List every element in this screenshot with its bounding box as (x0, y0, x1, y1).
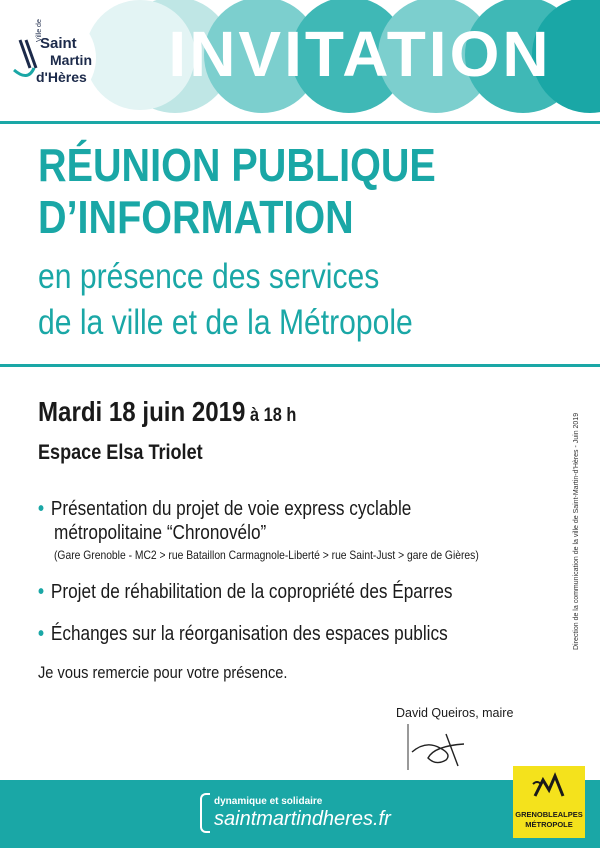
logo-prefix: Ville de (36, 19, 43, 42)
bullet-icon: • (38, 498, 45, 520)
subheading-line2: de la ville et de la Métropole (38, 303, 413, 342)
logo-saint: Saint (40, 35, 77, 52)
agenda-item-3-text: Échanges sur la réorganisation des espaces publics (50, 623, 448, 645)
heading-line2: D’INFORMATION (38, 191, 354, 243)
event-date-line (38, 396, 296, 428)
middle-divider (0, 364, 600, 367)
city-logo (0, 10, 102, 106)
footer-website-link[interactable]: saintmartindheres.fr (214, 808, 391, 830)
event-time: à 18 h (245, 405, 297, 426)
subheading-line1: en présence des services (38, 257, 380, 296)
agenda-item-2-text: Projet de réhabilitation de la copropriété des Éparres (50, 581, 453, 603)
metropole-logo (513, 766, 585, 838)
agenda-item-1-detail: (Gare Grenoble - MC2 > rue Bataillon Carmagnole-Liberté > rue Saint-Just > gare de Gières) (54, 548, 479, 562)
footer-tagline: dynamique et solidaire (214, 796, 323, 807)
agenda-item-1-line2: métropolitaine “Chronovélo” (54, 522, 267, 544)
agenda-item-1 (38, 497, 411, 521)
agenda-item-2 (38, 580, 452, 604)
bullet-icon: • (38, 581, 45, 603)
invitation-title: INVITATION (168, 18, 552, 90)
bullet-icon: • (38, 623, 45, 645)
agenda-item-1-text: Présentation du projet de voie express cyclable (50, 498, 412, 520)
heading-line1: RÉUNION PUBLIQUE (38, 139, 436, 191)
agenda-item-3 (38, 622, 448, 646)
logo-dheres: d'Hères (36, 69, 87, 85)
side-credit: Direction de la communication de la ville de Saint-Martin-d'Hères - Juin 2019 (573, 412, 580, 650)
metropole-name-line2: MÉTROPOLE (525, 820, 573, 829)
event-date: Mardi 18 juin 2019 (38, 396, 246, 427)
metropole-name-line1: GRENOBLEALPES (515, 810, 583, 819)
metropole-mountain-icon (513, 766, 585, 810)
mayor-name: David Queiros, maire (396, 706, 514, 720)
logo-martin: Martin (50, 52, 92, 68)
event-venue: Espace Elsa Triolet (38, 441, 203, 464)
thanks-text: Je vous remercie pour votre présence. (38, 663, 288, 682)
bracket-icon (200, 793, 210, 833)
top-divider (0, 121, 600, 124)
signature-image (406, 722, 476, 772)
